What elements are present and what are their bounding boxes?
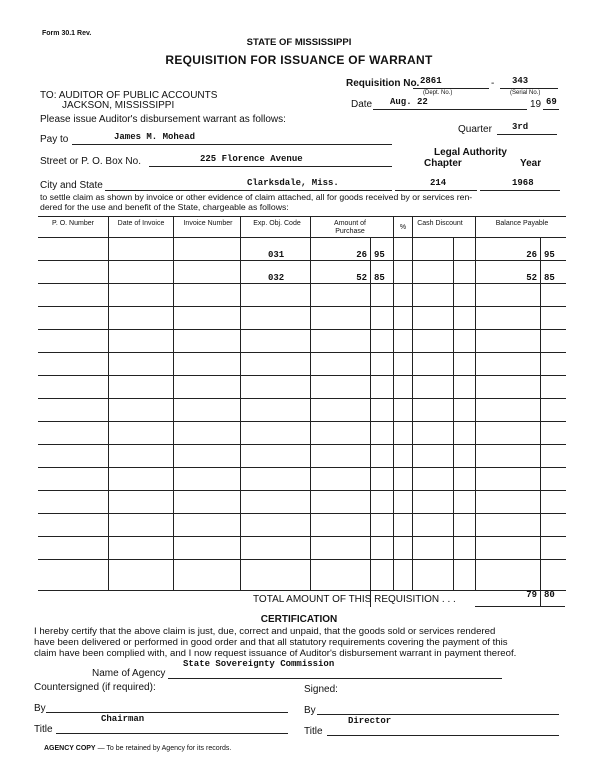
col-rule [540, 237, 541, 607]
col-rule [393, 216, 394, 590]
balance-dollars-cell: 26 [526, 250, 537, 260]
title-label-right: Title [304, 726, 323, 737]
header-amount-of-purchase: Amount of Purchase [334, 220, 366, 235]
amount-dollars-cell: 26 [356, 250, 367, 260]
col-rule [412, 216, 413, 590]
title-label-left: Title [34, 724, 53, 735]
row-rule [38, 559, 566, 560]
pay-to-line [72, 144, 392, 145]
street-label: Street or P. O. Box No. [40, 156, 141, 167]
dash: - [491, 78, 495, 89]
addressee-city: JACKSON, MISSISSIPPI [62, 100, 175, 111]
dept-no-caption: (Dept. No.) [423, 90, 453, 96]
exp-code-cell: 031 [268, 250, 285, 260]
total-dollars: 79 [526, 590, 537, 600]
row-rule [38, 306, 566, 307]
by-label-right: By [304, 705, 316, 716]
dept-no-line [413, 88, 489, 89]
by-line-right[interactable] [317, 714, 559, 715]
balance-dollars-cell: 52 [526, 273, 537, 283]
quarter-value[interactable]: 3rd [512, 122, 529, 132]
balance-cents-cell: 95 [544, 250, 555, 260]
dept-no-value[interactable]: 2861 [420, 76, 442, 86]
signed-label: Signed: [304, 684, 338, 695]
settle-text-1: to settle claim as shown by invoice or other evidence of claim attached, all for goods received by or services ren- [40, 192, 473, 202]
row-rule [38, 398, 566, 399]
row-rule [38, 352, 566, 353]
col-rule [370, 237, 371, 607]
title-value-left[interactable]: Chairman [101, 714, 145, 724]
col-rule [173, 216, 174, 590]
legal-year-line [480, 190, 560, 191]
serial-no-line [500, 88, 558, 89]
agency-line [168, 678, 502, 679]
quarter-label: Quarter [458, 124, 492, 135]
pay-to-value[interactable]: James M. Mohead [114, 132, 196, 142]
amount-cents-cell: 85 [374, 273, 385, 283]
amount-cents-cell: 95 [374, 250, 385, 260]
by-label-left: By [34, 703, 46, 714]
city-line [105, 190, 392, 191]
amount-dollars-cell: 52 [356, 273, 367, 283]
requisition-label: Requisition No. [346, 78, 420, 89]
header-balance-payable: Balance Payable [495, 220, 549, 227]
total-underline [475, 606, 565, 607]
year-col-label: Year [520, 158, 542, 169]
instruction-text: Please issue Auditor's disbursement warrant as follows: [40, 114, 286, 125]
quarter-line [497, 134, 557, 135]
title-line-left [56, 733, 288, 734]
table-top-rule [38, 216, 566, 217]
table-header-rule [38, 237, 566, 238]
row-rule [38, 329, 566, 330]
chapter-line [395, 190, 477, 191]
total-label: TOTAL AMOUNT OF THIS REQUISITION . . . [253, 594, 456, 605]
footer [44, 745, 231, 752]
form-title: REQUISITION FOR ISSUANCE OF WARRANT [165, 53, 433, 67]
legal-authority-title: Legal Authority [434, 147, 507, 158]
row-rule [38, 283, 566, 284]
header-po-number: P. O. Number [52, 220, 94, 227]
state-heading: STATE OF MISSISSIPPI [246, 37, 352, 48]
exp-code-cell: 032 [268, 273, 285, 283]
row-rule [38, 467, 566, 468]
col-rule [240, 216, 241, 590]
agency-copy-label: AGENCY COPY [44, 745, 96, 752]
certification-line-2: have been delivered or performed in good order and that all statutory requirements covering the payment of this [34, 637, 508, 648]
addressee-to: TO: AUDITOR OF PUBLIC ACCOUNTS [40, 90, 218, 101]
certification-line-3: claim have been complied with, and I now request issuance of Auditor's disbursement warrant in payment thereof. [34, 648, 517, 659]
header-exp-obj-code: Exp. Obj. Code [253, 220, 301, 227]
form-number: Form 30.1 Rev. [42, 30, 92, 37]
row-rule [38, 260, 566, 261]
row-rule [38, 375, 566, 376]
row-rule [38, 444, 566, 445]
serial-no-caption: (Serial No.) [510, 90, 541, 96]
title-line-right [327, 735, 559, 736]
row-rule [38, 421, 566, 422]
col-rule [453, 237, 454, 590]
header-cash-discount: Cash Discount [417, 220, 463, 227]
chapter-label: Chapter [424, 158, 462, 169]
col-rule [108, 216, 109, 590]
header-date-of-invoice: Date of Invoice [117, 220, 165, 227]
certification-line-1: I hereby certify that the above claim is just, due, correct and unpaid, that the goods sold or services rendered [34, 626, 496, 637]
header-invoice-number: Invoice Number [183, 220, 233, 227]
date-label: Date [351, 99, 373, 110]
year-prefix: 19 [530, 99, 542, 110]
year-value[interactable]: 69 [546, 97, 557, 107]
pay-to-label: Pay to [40, 134, 69, 145]
title-value-right[interactable]: Director [348, 716, 392, 726]
serial-no-value[interactable]: 343 [512, 76, 529, 86]
agency-copy-note: — To be retained by Agency for its records. [97, 745, 232, 752]
row-rule [38, 513, 566, 514]
agency-value[interactable]: State Sovereignty Commission [183, 659, 335, 669]
city-label: City and State [40, 180, 103, 191]
chapter-value[interactable]: 214 [430, 178, 447, 188]
city-value[interactable]: Clarksdale, Miss. [247, 178, 339, 188]
year-line [543, 109, 559, 110]
row-rule [38, 490, 566, 491]
settle-text-2: dered for the use and benefit of the State, chargeable as follows: [40, 202, 289, 212]
date-line [373, 109, 527, 110]
by-line-left[interactable] [46, 712, 288, 713]
street-line [149, 166, 392, 167]
header-percent: % [399, 224, 407, 231]
countersigned-label: Countersigned (if required): [34, 682, 156, 693]
agency-label: Name of Agency [92, 668, 166, 679]
total-cents: 80 [544, 590, 555, 600]
legal-year-value[interactable]: 1968 [512, 178, 534, 188]
certification-title: CERTIFICATION [260, 614, 338, 625]
balance-cents-cell: 85 [544, 273, 555, 283]
row-rule [38, 536, 566, 537]
street-value[interactable]: 225 Florence Avenue [200, 154, 303, 164]
date-value[interactable]: Aug. 22 [390, 97, 428, 107]
